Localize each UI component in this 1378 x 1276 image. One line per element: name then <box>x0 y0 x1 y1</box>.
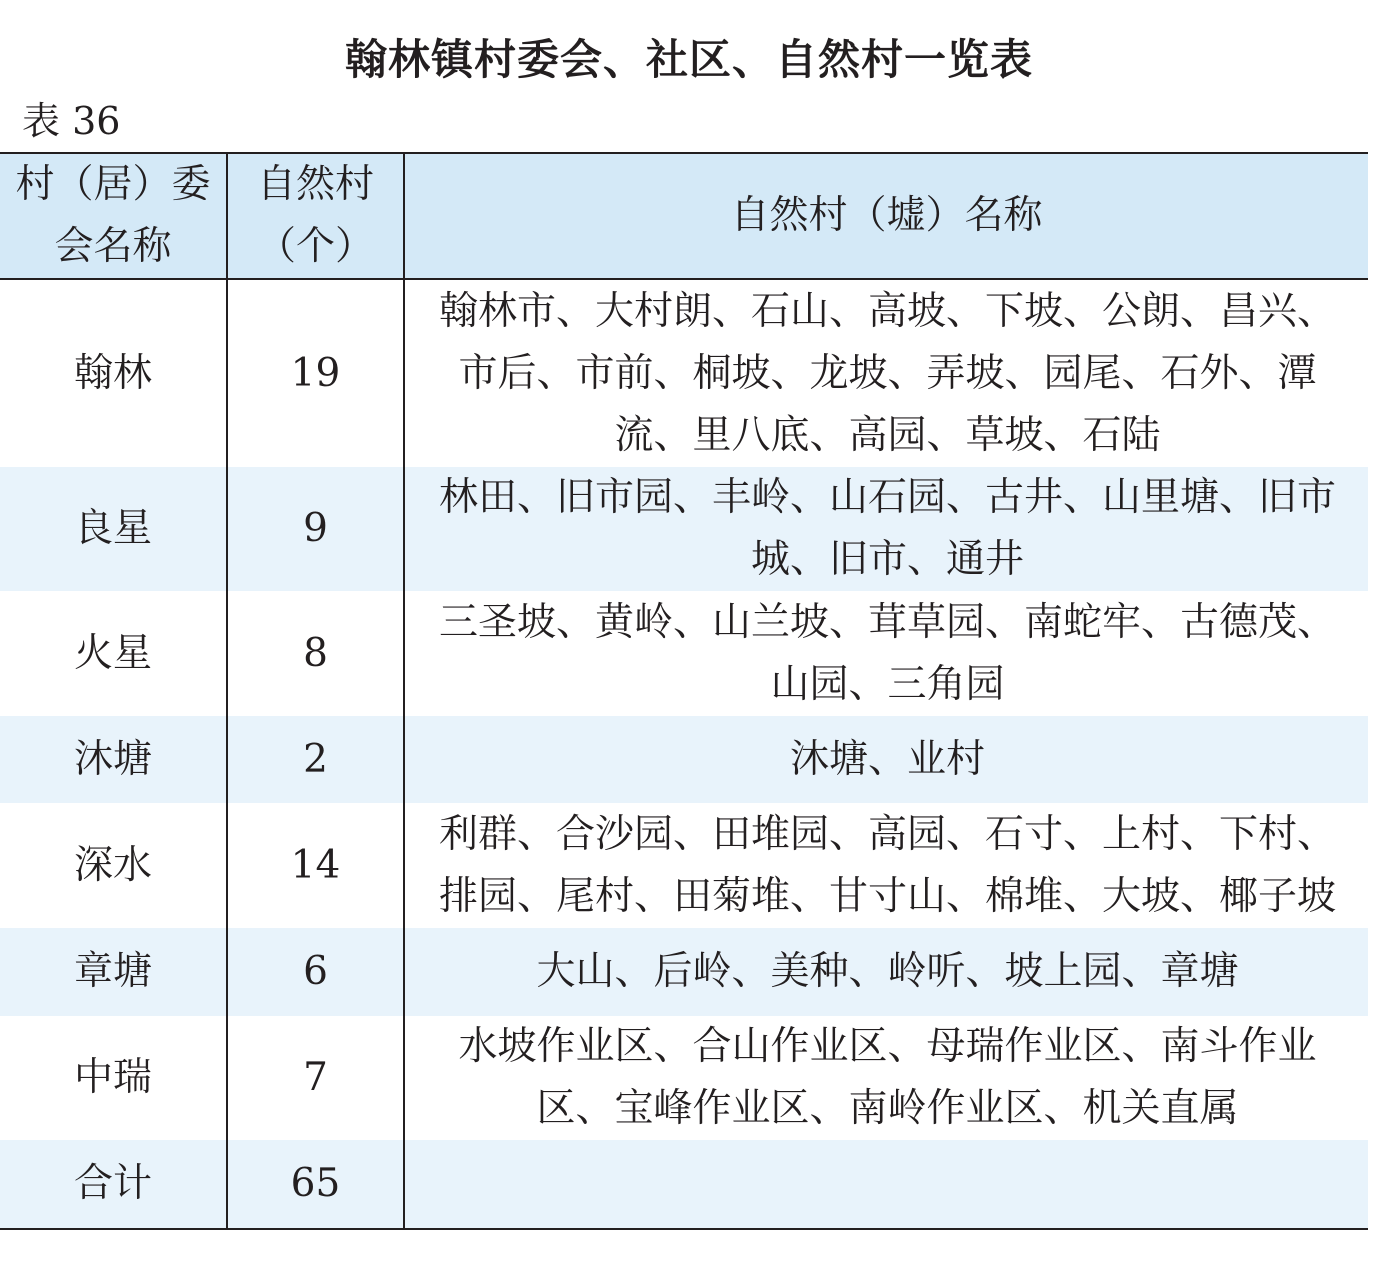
village-names-cell: 林田、旧市园、丰岭、山石园、古井、山里塘、旧市城、旧市、通井 <box>404 467 1368 591</box>
table-row <box>0 803 1368 928</box>
table-row <box>0 928 1368 1016</box>
table-header <box>0 153 1368 279</box>
header-committee-line1: 村（居）委 <box>15 162 211 207</box>
committee-name-cell: 火星 <box>0 591 227 716</box>
village-count-cell: 8 <box>227 591 404 716</box>
village-names-cell: 翰林市、大村朗、石山、高坡、下坡、公朗、昌兴、市后、市前、桐坡、龙坡、弄坡、园尾、石外、潭流、里八底、高园、草坡、石陆 <box>404 279 1368 467</box>
village-count-cell: 19 <box>227 279 404 467</box>
header-count-line1: 自然村 <box>256 162 374 207</box>
village-names-cell <box>404 1140 1368 1229</box>
village-names-cell: 利群、合沙园、田堆园、高园、石寸、上村、下村、排园、尾村、田菊堆、甘寸山、棉堆、大坡、椰子坡 <box>404 803 1368 928</box>
village-count-cell: 14 <box>227 803 404 928</box>
header-village-names: 自然村（墟）名称 <box>404 153 1368 279</box>
committee-name-cell: 深水 <box>0 803 227 928</box>
header-committee-line2: 会名称 <box>54 224 172 269</box>
village-names-cell: 大山、后岭、美种、岭听、坡上园、章塘 <box>404 928 1368 1016</box>
table-number-label: 表 36 <box>22 99 121 143</box>
village-count-cell: 2 <box>227 716 404 803</box>
committee-name-cell: 良星 <box>0 467 227 591</box>
table-row-total <box>0 1140 1368 1229</box>
village-count-cell: 7 <box>227 1016 404 1140</box>
village-names-cell: 沐塘、业村 <box>404 716 1368 803</box>
table-row <box>0 279 1368 467</box>
committee-name-cell: 翰林 <box>0 279 227 467</box>
table-row <box>0 467 1368 591</box>
header-count-line2: （个） <box>256 224 374 269</box>
table-row <box>0 1016 1368 1140</box>
header-committee-name <box>0 153 227 279</box>
village-count-cell: 9 <box>227 467 404 591</box>
committee-name-cell: 中瑞 <box>0 1016 227 1140</box>
table-row <box>0 716 1368 803</box>
committee-name-cell: 沐塘 <box>0 716 227 803</box>
total-label-cell: 合计 <box>0 1140 227 1229</box>
village-count-cell: 6 <box>227 928 404 1016</box>
table-row <box>0 591 1368 716</box>
village-table <box>0 152 1368 1230</box>
page-title: 翰林镇村委会、社区、自然村一览表 <box>344 35 1033 84</box>
village-names-cell: 三圣坡、黄岭、山兰坡、茸草园、南蛇牢、古德茂、山园、三角园 <box>404 591 1368 716</box>
table-body <box>0 279 1368 1229</box>
committee-name-cell: 章塘 <box>0 928 227 1016</box>
header-row <box>0 153 1368 279</box>
village-names-cell: 水坡作业区、合山作业区、母瑞作业区、南斗作业区、宝峰作业区、南岭作业区、机关直属 <box>404 1016 1368 1140</box>
total-count-cell: 65 <box>227 1140 404 1229</box>
header-village-count <box>227 153 404 279</box>
